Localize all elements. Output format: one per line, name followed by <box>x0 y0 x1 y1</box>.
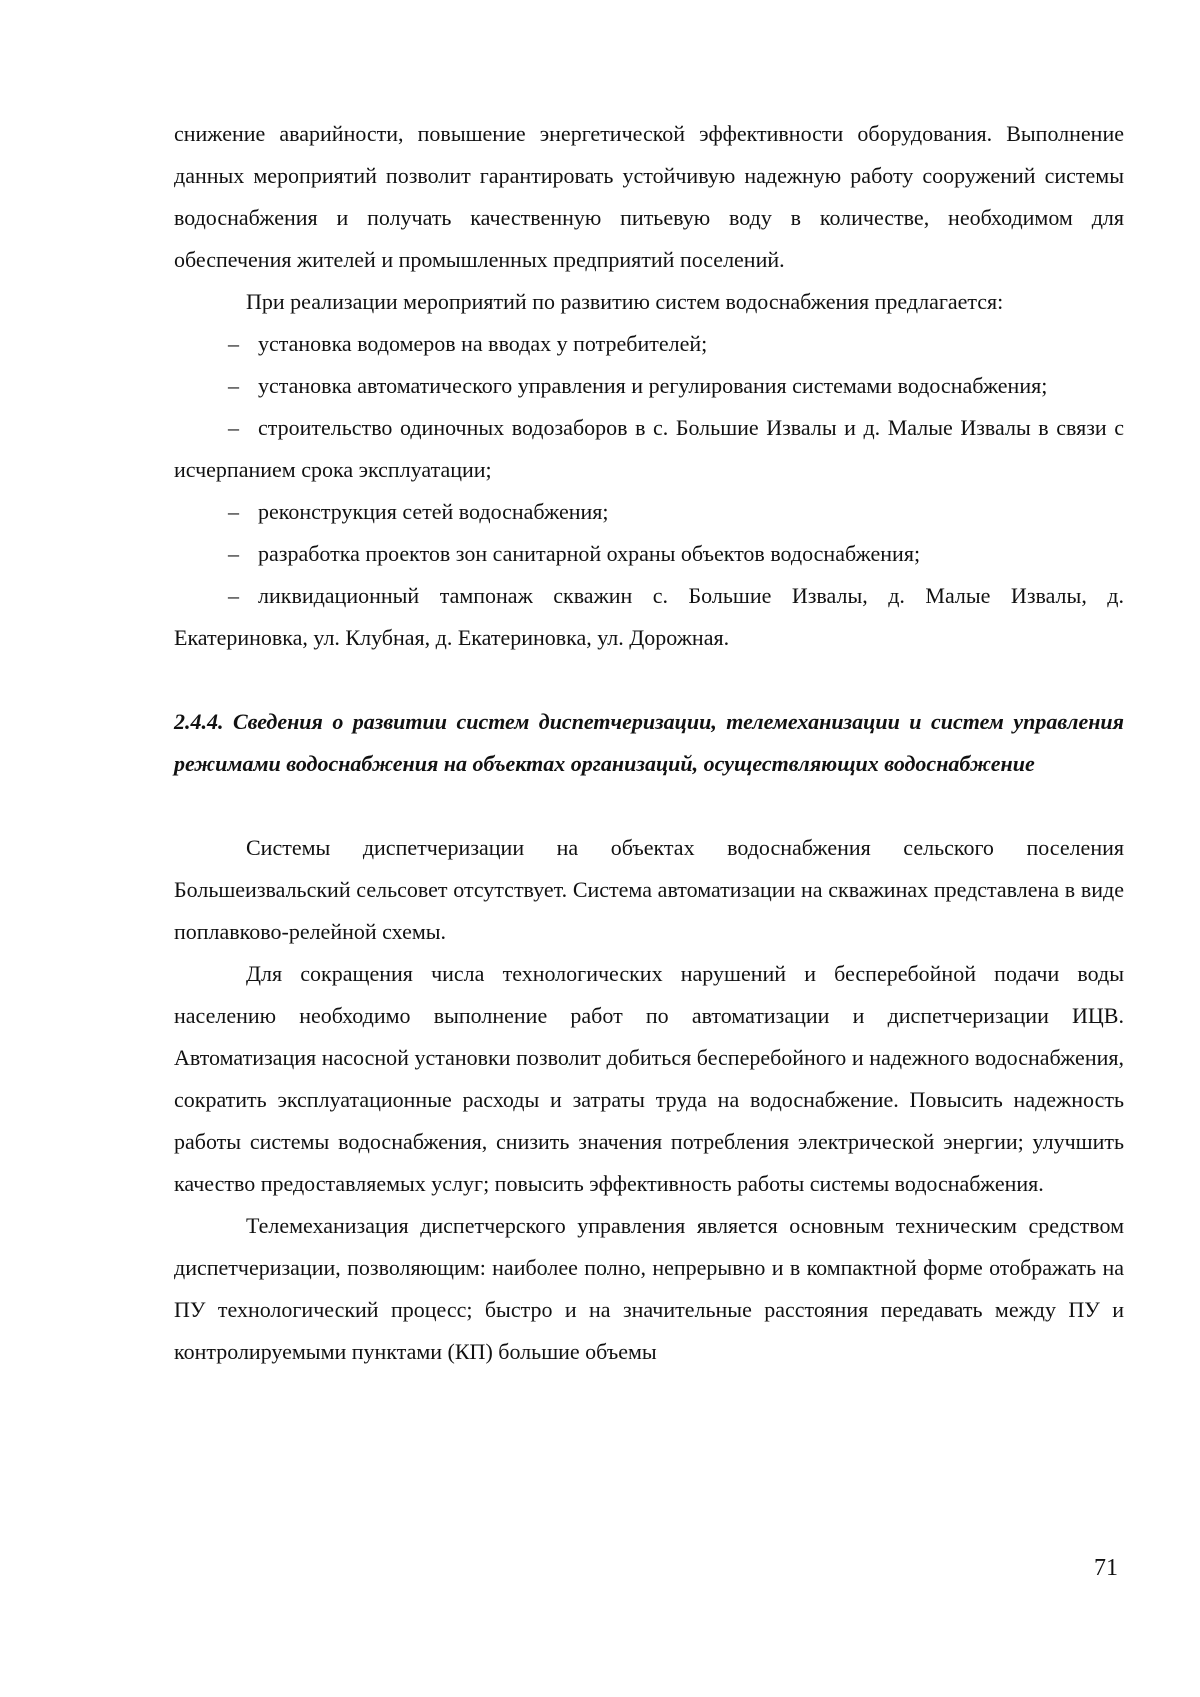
dispatch-paragraph: Системы диспетчеризации на объектах водоснабжения сельского поселения Большеизвальский сельсовет отсутствует. Система автоматизации на скважинах представлена в виде поплавково-релейной схемы. <box>174 835 1124 944</box>
dash-marker: – <box>228 415 239 440</box>
dash-marker: – <box>228 499 239 524</box>
dash-marker: – <box>228 373 239 398</box>
telemechanics-paragraph: Телемеханизация диспетчерского управления является основным техническим средством диспетчеризации, позволяющим: наиболее полно, непрерывно и в компактной форме отображать на ПУ технологический процесс; быстро и на значительные расстояния передавать между ПУ и контролируемыми пунктами (КП) большие объемы <box>174 1213 1124 1364</box>
proposal-text: строительство одиночных водозаборов в с. Большие Извалы и д. Малые Извалы в связи с исчерпанием срока эксплуатации; <box>174 415 1124 482</box>
dash-marker: – <box>228 583 239 608</box>
proposal-item <box>174 407 1124 491</box>
dash-marker: – <box>228 541 239 566</box>
proposal-item <box>174 575 1124 659</box>
proposal-text: ликвидационный тампонаж скважин с. Большие Извалы, д. Малые Извалы, д. Екатериновка, ул. Клубная, д. Екатериновка, ул. Дорожная. <box>174 583 1124 650</box>
proposal-item <box>174 491 1124 533</box>
page-number: 71 <box>1094 1555 1118 1581</box>
proposal-text: реконструкция сетей водоснабжения; <box>258 499 609 524</box>
dash-marker: – <box>228 331 239 356</box>
proposal-item <box>174 365 1124 407</box>
proposal-item <box>174 323 1124 365</box>
section-heading: 2.4.4. Сведения о развитии систем диспетчеризации, телемеханизации и систем управления режимами водоснабжения на объектах организаций, осуществляющих водоснабжение <box>174 709 1124 776</box>
automation-paragraph: Для сокращения числа технологических нарушений и бесперебойной подачи воды населению необходимо выполнение работ по автоматизации и диспетчеризации ИЦВ. Автоматизация насосной установки позволит добиться бесперебойного и надежного водоснабжения, сократить эксплуатационные расходы и затраты труда на водоснабжение. Повысить надежность работы системы водоснабжения, снизить значения потребления электрической энергии; улучшить качество предоставляемых услуг; повысить эффективность работы системы водоснабжения. <box>174 961 1124 1196</box>
proposal-item <box>174 533 1124 575</box>
proposal-text: установка автоматического управления и регулирования системами водоснабжения; <box>258 373 1048 398</box>
proposal-lead: При реализации мероприятий по развитию систем водоснабжения предлагается: <box>246 289 1004 314</box>
proposal-text: установка водомеров на вводах у потребителей; <box>258 331 708 356</box>
intro-paragraph: снижение аварийности, повышение энергетической эффективности оборудования. Выполнение данных мероприятий позволит гарантировать устойчивую надежную работу сооружений системы водоснабжения и получать качественную питьевую воду в количестве, необходимом для обеспечения жителей и промышленных предприятий поселений. <box>174 121 1124 272</box>
proposal-text: разработка проектов зон санитарной охраны объектов водоснабжения; <box>258 541 921 566</box>
page-body <box>174 113 1124 1373</box>
